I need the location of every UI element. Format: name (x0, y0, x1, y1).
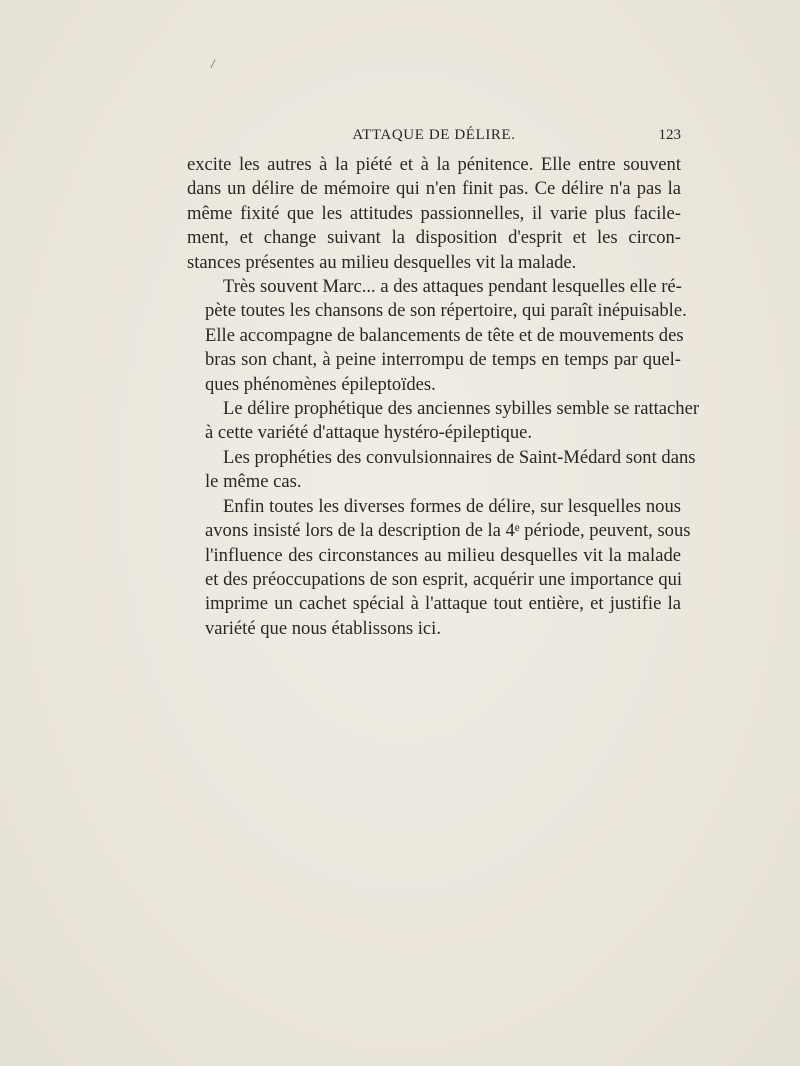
page-number: 123 (658, 127, 681, 143)
text-line: stances présentes au milieu desquelles vit la malade. (187, 251, 577, 273)
text-line: imprime un cachet spécial à l'attaque tout entière, et justifie la (205, 593, 681, 615)
text-line: Les prophéties des convulsionnaires de Saint-Médard sont dans (223, 446, 696, 468)
text-line: pète toutes les chansons de son répertoire, qui paraît inépuisable. (205, 300, 687, 322)
text-line: ques phénomènes épileptoïdes. (205, 373, 436, 395)
page-header (187, 127, 681, 151)
stray-pencil-mark: / (211, 56, 215, 71)
text-line: Le délire prophétique des anciennes sybilles semble se rattacher (223, 398, 700, 420)
text-line: le même cas. (205, 471, 302, 493)
paragraph-5 (187, 495, 691, 641)
text-line: l'influence des circonstances au milieu desquelles vit la malade (205, 544, 681, 566)
text-line: ment, et change suivant la disposition d'esprit et les circon- (187, 227, 681, 249)
text-line: avons insisté lors de la description de la 4ᵉ période, peuvent, sous (205, 520, 691, 542)
paragraph-3 (187, 397, 700, 446)
paragraph-4 (187, 446, 696, 495)
text-line: et des préoccupations de son esprit, acquérir une importance qui (205, 568, 683, 590)
body-text (187, 153, 700, 641)
text-line: à cette variété d'attaque hystéro-épileptique. (205, 422, 533, 444)
text-line: Très souvent Marc... a des attaques pendant lesquelles elle ré- (223, 276, 682, 298)
paragraph-2 (187, 275, 687, 397)
text-line: Elle accompagne de balancements de tête et de mouvements des (205, 324, 684, 346)
text-line: même fixité que les attitudes passionnelles, il varie plus facile- (187, 202, 681, 224)
text-line: Enfin toutes les diverses formes de délire, sur lesquelles nous (223, 495, 681, 517)
text-line: dans un délire de mémoire qui n'en finit pas. Ce délire n'a pas la (187, 178, 681, 200)
text-line: variété que nous établissons ici. (205, 617, 441, 639)
running-title: ATTAQUE DE DÉLIRE. (352, 127, 516, 143)
text-line: excite les autres à la piété et à la pénitence. Elle entre souvent (187, 154, 681, 175)
paragraph-1 (187, 153, 681, 275)
text-line: bras son chant, à peine interrompu de temps en temps par quel- (205, 349, 681, 371)
